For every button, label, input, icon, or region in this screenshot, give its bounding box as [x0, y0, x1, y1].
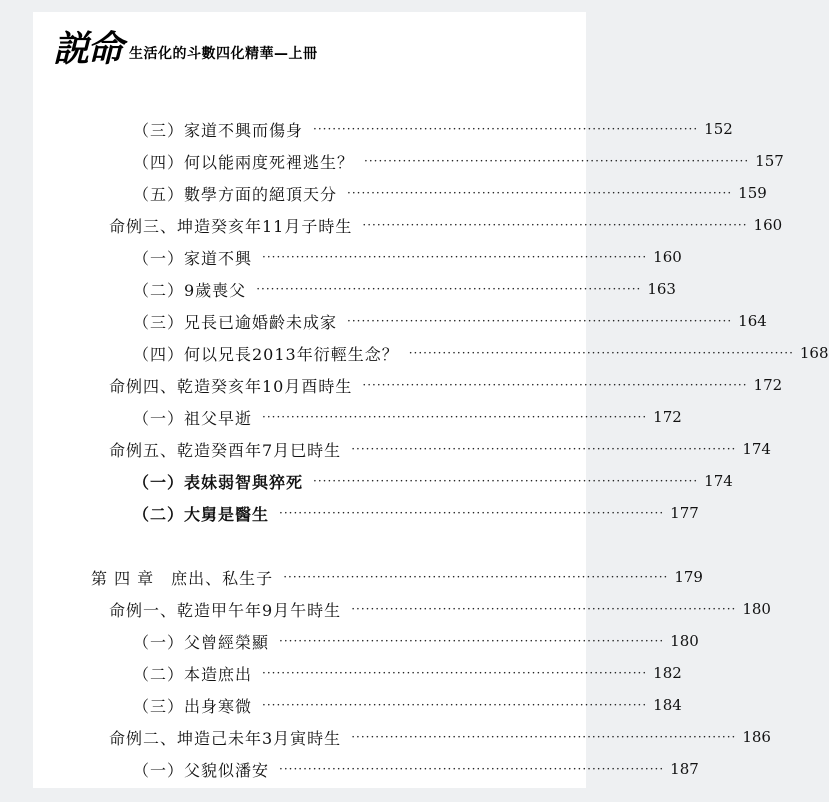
toc-entry-title: （一）家道不興: [133, 248, 253, 268]
toc-entry[interactable]: [109, 435, 771, 463]
toc-entry[interactable]: [133, 499, 699, 527]
toc-page-number: 184: [653, 696, 682, 714]
toc-page-number: 186: [742, 728, 771, 746]
toc-leader-dots: ················································································: [347, 314, 733, 328]
toc-leader-dots: ················································································: [364, 154, 750, 168]
toc-page-number: 157: [755, 152, 784, 170]
toc-entry[interactable]: [109, 211, 783, 239]
book-page: [33, 12, 829, 802]
toc-entry-title: 命例五、乾造癸酉年7月巳時生: [109, 440, 342, 460]
toc-entry[interactable]: [133, 659, 682, 687]
toc-entry-title: （三）兄長已逾婚齡未成家: [133, 312, 338, 332]
toc-entry[interactable]: [133, 755, 699, 783]
toc-entry-title: （一）表妹弱智與猝死: [133, 472, 304, 492]
toc-entry[interactable]: [133, 115, 733, 143]
toc-page-number: 152: [704, 120, 733, 138]
toc-leader-dots: ················································································: [279, 634, 665, 648]
toc-entry-title: 命例三、坤造癸亥年11月子時生: [109, 216, 353, 236]
toc-page-number: 180: [670, 632, 699, 650]
toc-entry-title: 第 四 章 庶出、私生子: [91, 568, 274, 588]
toc-entry-title: 命例一、乾造甲午年9月午時生: [109, 600, 342, 620]
toc-entry-title: 命例四、乾造癸亥年10月酉時生: [109, 376, 353, 396]
book-logo: 説命: [53, 29, 122, 70]
toc-leader-dots: ················································································: [313, 474, 699, 488]
toc-entry[interactable]: [91, 563, 703, 591]
toc-leader-dots: ················································································: [262, 410, 648, 424]
toc-page-number: 160: [653, 248, 682, 266]
toc-entry-title: （四）何以兄長2013年衍輕生念？: [133, 344, 399, 364]
toc-page-number: 160: [753, 216, 783, 234]
toc-entry[interactable]: [133, 403, 682, 431]
toc-page-number: 177: [670, 504, 699, 522]
toc-entry[interactable]: [133, 307, 767, 335]
toc-leader-dots: ················································································: [262, 250, 648, 264]
toc-entry-title: （四）何以能兩度死裡逃生？: [133, 152, 355, 172]
toc-entry-title: （二）9歲喪父: [133, 280, 247, 300]
toc-page-number: 168: [799, 344, 829, 362]
toc-leader-dots: ················································································: [408, 346, 794, 360]
toc-leader-dots: ················································································: [351, 730, 737, 744]
toc-entry-title: （一）祖父早逝: [133, 408, 253, 428]
toc-page-number: 174: [704, 472, 733, 490]
page-header: [53, 29, 318, 70]
toc-entry-title: （三）家道不興而傷身: [133, 120, 304, 140]
toc-entry-title: （二）大舅是醫生: [133, 504, 270, 524]
toc-page-number: 187: [670, 760, 699, 778]
toc-entry[interactable]: [133, 243, 682, 271]
toc-entry-title: 命例二、坤造己未年3月寅時生: [109, 728, 342, 748]
toc-page-number: 172: [653, 408, 682, 426]
toc-entry[interactable]: [109, 371, 783, 399]
toc-leader-dots: ················································································: [313, 122, 699, 136]
toc-entry-title: （三）出身寒微: [133, 696, 253, 716]
toc-page-number: 163: [647, 280, 676, 298]
toc-entry[interactable]: [133, 275, 676, 303]
toc-entry[interactable]: [133, 467, 733, 495]
toc-page-number: 164: [738, 312, 767, 330]
toc-leader-dots: ················································································: [262, 698, 648, 712]
toc-leader-dots: ················································································: [351, 442, 737, 456]
toc-entry[interactable]: [133, 627, 699, 655]
toc-leader-dots: ················································································: [347, 186, 733, 200]
toc-leader-dots: ················································································: [262, 666, 648, 680]
toc-leader-dots: ················································································: [279, 506, 665, 520]
toc-entry-title: （五）數學方面的絕頂天分: [133, 184, 338, 204]
toc-page-number: 180: [742, 600, 771, 618]
toc-entry-title: （一）父貌似潘安: [133, 760, 270, 780]
book-subtitle: 生活化的斗數四化精華—上冊: [129, 46, 318, 62]
toc-entry[interactable]: [109, 723, 771, 751]
viewer-bottom-edge: [0, 788, 684, 802]
toc-leader-dots: ················································································: [362, 218, 748, 232]
toc-page-number: 179: [674, 568, 703, 586]
toc-entry[interactable]: [109, 595, 771, 623]
toc-leader-dots: ················································································: [362, 378, 748, 392]
toc-entry[interactable]: [133, 339, 829, 367]
toc-entry[interactable]: [133, 691, 682, 719]
toc-entry[interactable]: [133, 147, 784, 175]
toc-entry-title: （二）本造庶出: [133, 664, 253, 684]
toc-leader-dots: ················································································: [256, 282, 642, 296]
toc-page-number: 174: [742, 440, 771, 458]
toc-leader-dots: ················································································: [283, 570, 669, 584]
toc-leader-dots: ················································································: [351, 602, 737, 616]
toc-page-number: 172: [753, 376, 783, 394]
toc-entry-title: （一）父曾經榮顯: [133, 632, 270, 652]
toc-leader-dots: ················································································: [279, 762, 665, 776]
toc-page-number: 182: [653, 664, 682, 682]
toc-entry[interactable]: [133, 179, 767, 207]
toc-page-number: 159: [738, 184, 767, 202]
